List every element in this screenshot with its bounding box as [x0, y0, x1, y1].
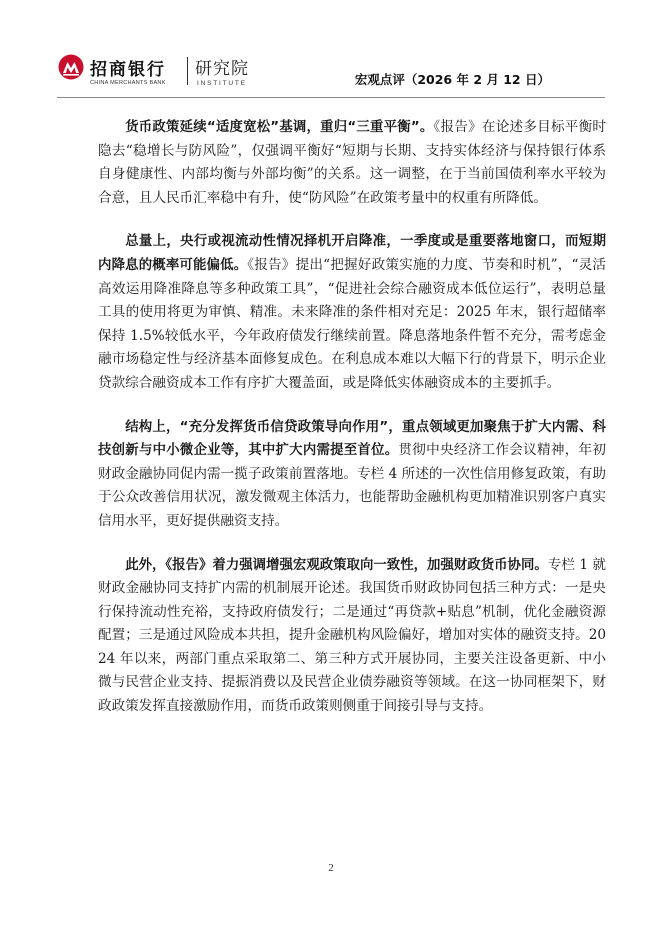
paragraph-lead: 总量上，央行或视流动性情况择机开启降准，一季度或是重要落地窗口，而短期内降息的概率可能偏低。 [98, 234, 606, 273]
page-header [0, 0, 662, 102]
paragraph-aggregate [98, 230, 606, 395]
page-number: 2 [328, 862, 334, 874]
paragraph-lead: 结构上，“充分发挥货币信贷政策导向作用”，重点领域更加聚焦于扩大内需、科技创新与中小微企业等，其中扩大内需提至首位。 [98, 419, 606, 459]
paragraph-text: 《报告》在论述多目标平衡时隐去“稳增长与防风险”，仅强调平衡好“短期与长期、支持实体经济与保持银行体系自身健康性、内部均衡与外部均衡”的关系。这一调整，在于当前国债利率水平较为合意，且人民币汇率稳中有升，使“防风险”在政策考量中的权重有所降低。 [98, 119, 606, 206]
institute-name-en: INSTITUTE [197, 80, 247, 87]
cmb-logo-icon [58, 54, 84, 80]
institute-name-cn: 研究院 [195, 59, 249, 79]
paragraph-lead: 货币政策延续“适度宽松”基调，重归“三重平衡”。 [125, 120, 434, 135]
paragraph-structure [98, 416, 606, 534]
paragraph-text: 《报告》提出“把握好政策实施的力度、节奏和时机”，“灵活高效运用降准降息等多种政策工具”，“促进社会综合融资成本低位运行”，表明总量工具的使用将更为审慎、精准。未来降准的条件相对充足：2025 年末，银行超储率保持 1.5%较低水平，今年政府债发行继续前置。降息落地条件暂不充分，需考虑金融市场稳定性与经济基本面修复成色。在利息成本难以大幅下行的背景下，明示企业贷款综合融资成本工作有序扩大覆盖面，或是降低实体融资成本的主要抓手。 [98, 256, 607, 391]
brand-name-en: CHINA MERCHANTS BANK [90, 80, 166, 86]
paragraph-text: 专栏 1 就财政金融协同支持扩内需的机制展开论述。我国货币财政协同包括三种方式：一是央行保持流动性充裕，支持政府债发行；二是通过“再贷款+贴息”机制，优化金融资源配置；三是通过风险成本共担，提升金融机构风险偏好，增加对实体的融资支持。2024 年以来，两部门重点采取第二、第三种方式开展协同，主要关注设备更新、中小微与民营企业支持、提振消费以及民营企业债券融资等领域。在这一协同框架下，财政政策发挥直接激励作用，而货币政策则侧重于间接引导与支持。 [98, 556, 606, 715]
brand-divider [187, 57, 188, 85]
paragraph-text: 贯彻中央经济工作会议精神，年初财政金融协同促内需一揽子政策前置落地。专栏 4 所述的一次性信用修复政策，有助于公众改善信用状况，激发微观主体活力，也能帮助金融机构更加精准识别客户真实信用水平，更好提供融资支持。 [98, 442, 607, 529]
header-divider [57, 97, 605, 98]
report-title: 宏观点评（2026 年 2 月 12 日） [354, 72, 550, 87]
paragraph-lead: 此外，《报告》着力强调增强宏观政策取向一致性，加强财政货币协同。 [125, 557, 548, 573]
paragraph-coordination [98, 554, 606, 719]
report-body [98, 116, 606, 739]
brand-name-cn: 招商银行 [90, 60, 166, 80]
paragraph-monetary-stance [98, 116, 606, 210]
